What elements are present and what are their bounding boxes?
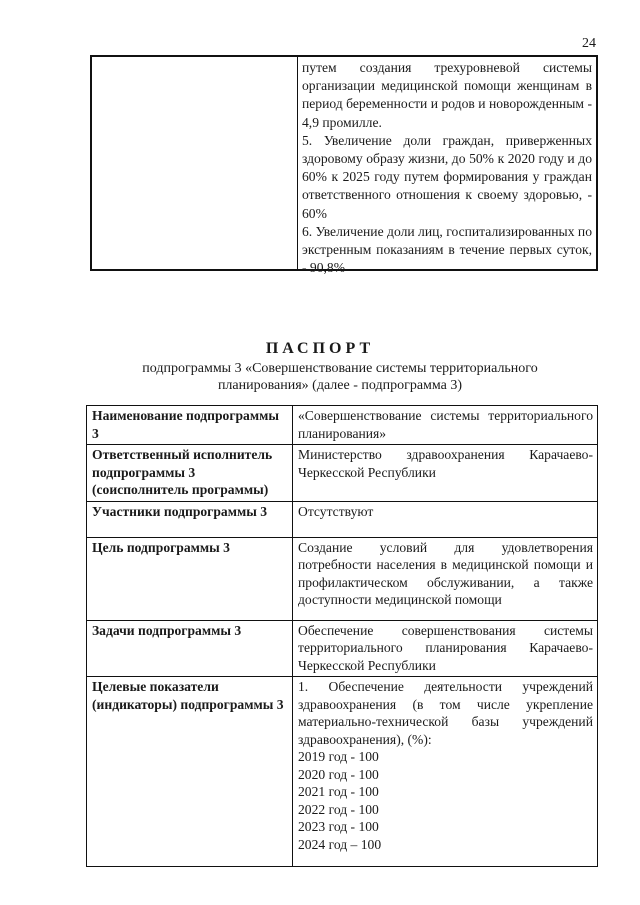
continuation-text-3: 6. Увеличение доли лиц, госпитализированных по экстренным показаниям в течение первых суток, - 90,8% (302, 223, 592, 276)
passport-subtitle: подпрограммы 3 «Совершенствование системы территориального планирования» (далее - подпрограмма 3) (142, 361, 538, 393)
year-item: 2024 год – 100 (298, 836, 382, 852)
year-item: 2020 год - 100 (298, 766, 379, 782)
page-number: 24 (582, 36, 596, 51)
year-item: 2022 год - 100 (298, 801, 379, 817)
row-label: Задачи подпрограммы 3 (87, 620, 293, 677)
row-value: Создание условий для удовлетворения потребности населения в медицинской помощи и профилактическом обслуживании, а также доступности медицинской помощи (293, 537, 598, 620)
year-list (298, 748, 593, 853)
table-row (87, 501, 598, 537)
table-row (87, 677, 598, 867)
continuation-right-cell (302, 59, 592, 277)
year-item: 2021 год - 100 (298, 784, 379, 799)
year-item: 2019 год - 100 (298, 749, 379, 764)
indicator-text: 1. Обеспечение деятельности учреждений здравоохранения (в том числе укрепление материально-технической базы учреждений здравоохранения), (%): (298, 679, 593, 747)
continuation-table (90, 55, 598, 276)
row-label: Наименование подпрограммы 3 (87, 406, 293, 445)
year-item: 2023 год - 100 (298, 819, 379, 834)
continuation-text-1: путем создания трехуровневой системы организации медицинской помощи женщинам в период беременности и родов и новорожденным - 4,9 промилле. (302, 60, 592, 130)
row-label: Ответственный исполнитель подпрограммы 3 (соисполнитель программы) (87, 445, 293, 502)
continuation-left-cell (92, 57, 298, 269)
table-row (87, 406, 598, 445)
table-row (87, 537, 598, 620)
row-label: Участники подпрограммы 3 (87, 501, 293, 537)
row-value (293, 677, 598, 867)
row-value: Министерство здравоохранения Карачаево-Черкесской Республики (293, 445, 598, 502)
row-value: Отсутствуют (293, 501, 598, 537)
table-row (87, 445, 598, 502)
row-value: Обеспечение совершенствования системы территориального планирования Карачаево-Черкесской Республики (293, 620, 598, 677)
passport-title: ПАСПОРТ (265, 340, 375, 357)
row-label: Целевые показатели (индикаторы) подпрограммы 3 (87, 677, 293, 867)
continuation-text-2: 5. Увеличение доли граждан, приверженных здоровому образу жизни, до 50% к 2020 году и до 60% к 2025 году путем формирования у граждан ответственного отношения к своему здоровью, - 60% (302, 132, 592, 221)
row-label: Цель подпрограммы 3 (87, 537, 293, 620)
row-value: «Совершенствование системы территориального планирования» (293, 406, 598, 445)
passport-table (86, 405, 598, 867)
table-row (87, 620, 598, 677)
